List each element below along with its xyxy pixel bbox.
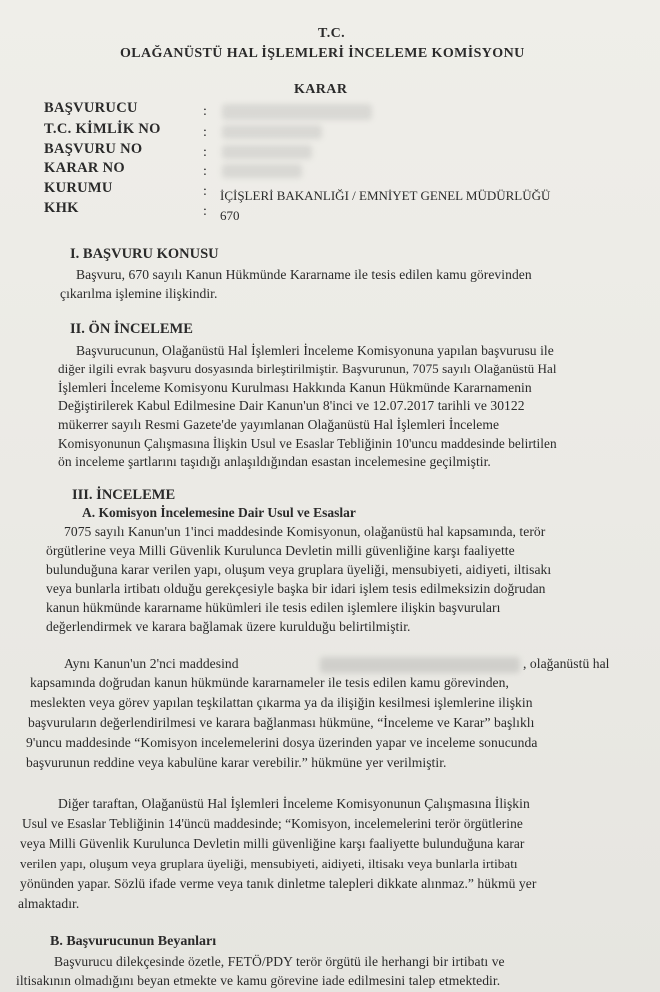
text-line: kapsamında doğrudan kanun hükmünde kararnameler ile tesis edilen kamu görevinden, xyxy=(30,675,509,690)
field-value-khk: 670 xyxy=(220,208,240,223)
field-colon: : xyxy=(203,104,207,119)
text-line: örgütlerine veya Milli Güvenlik Kurulunca Devletin milli güvenliğine karşı faaliyette xyxy=(46,543,515,558)
text-line: almaktadır. xyxy=(18,896,80,911)
text-line-tail: , olağanüstü hal xyxy=(523,656,610,671)
text-line: diğer ilgili evrak başvuru dosyasında birleştirilmiştir. Başvurunun, 7075 sayılı Olağanüstü Hal xyxy=(58,361,557,376)
field-value-kurumu: İÇİŞLERİ BAKANLIĞI / EMNİYET GENEL MÜDÜRLÜĞÜ xyxy=(220,188,551,203)
section-title-basvuru-konusu: I. BAŞVURU KONUSU xyxy=(70,246,219,262)
redacted-value xyxy=(222,164,302,178)
text-line: değerlendirmek ve karara bağlamak üzere kurulduğu belirtilmiştir. xyxy=(46,619,411,634)
redacted-value xyxy=(222,125,322,139)
text-line: veya bunlarla irtibatı olduğu gerekçesiyle başka bir idari işlem tesis edilmeksizin doğrudan xyxy=(46,581,546,596)
text-line: meslekten veya görev yapılan teşkilattan çıkarma ya da ilişiğin kesilmesi işlemlerine ilişkin xyxy=(30,695,533,710)
field-label-tc-kimlik-no: T.C. KİMLİK NO xyxy=(44,121,161,137)
text-line: İşlemleri İnceleme Komisyonu Kurulması Hakkında Kanun Hükmünde Kararnamenin xyxy=(58,380,532,395)
text-line: Usul ve Esaslar Tebliğinin 14'üncü maddesinde; “Komisyon, incelemelerini terör örgütlerine xyxy=(22,816,523,831)
text-line: 9'uncu maddesinde “Komisyon incelemelerini dosya üzerinden yapar ve inceleme sonucunda xyxy=(26,735,538,750)
text-line: kanun hükmünde kararname hükümleri ile tesis edilen işlemlere ilişkin başvuruları xyxy=(46,600,501,615)
text-line: Başvuru, 670 sayılı Kanun Hükmünde Kararname ile tesis edilen kamu görevinden xyxy=(76,267,532,282)
field-colon: : xyxy=(203,145,207,160)
field-label-basvurucu: BAŞVURUCU xyxy=(44,100,138,116)
field-label-kurumu: KURUMU xyxy=(44,180,113,196)
subsection-title-a: A. Komisyon İncelemesine Dair Usul ve Esaslar xyxy=(82,505,356,520)
field-colon: : xyxy=(203,125,207,140)
text-line: iltisakının olmadığını beyan etmekte ve kamu görevine iade edilmesini talep etmektedir. xyxy=(16,973,501,988)
text-line: Başvurucunun, Olağanüstü Hal İşlemleri İnceleme Komisyonuna yapılan başvurusu ile xyxy=(76,343,554,358)
header-commission: OLAĞANÜSTÜ HAL İŞLEMLERİ İNCELEME KOMİSYONU xyxy=(120,46,525,61)
field-label-basvuru-no: BAŞVURU NO xyxy=(44,141,143,157)
field-colon: : xyxy=(203,184,207,199)
text-line: ön inceleme şartlarını taşıdığı anlaşıldığından esastan incelemesine geçilmiştir. xyxy=(58,454,491,469)
text-line: başvurunun reddine veya kabulüne karar verebilir.” hükmüne yer verilmiştir. xyxy=(26,755,447,770)
redacted-value xyxy=(222,145,312,159)
header-karar: KARAR xyxy=(294,82,348,97)
text-line: veya Milli Güvenlik Kurulunca Devletin milli güvenliğine karşı faaliyette bulunduğuna karar xyxy=(20,836,525,851)
text-line: başvuruların değerlendirilmesi ve karara bağlanması hükmüne, “İnceleme ve Karar” başlıklı xyxy=(28,715,535,730)
text-line: Başvurucu dilekçesinde özetle, FETÖ/PDY terör örgütü ile herhangi bir irtibatı ve xyxy=(54,954,505,969)
field-label-khk: KHK xyxy=(44,200,79,216)
redacted-value xyxy=(222,104,372,120)
text-line: Komisyonunun Çalışmasına İlişkin Usul ve Esaslar Tebliğinin 10'uncu maddesinde belirtilen xyxy=(58,436,557,451)
field-colon: : xyxy=(203,164,207,179)
text-line: Değiştirilerek Kabul Edilmesine Dair Kanun'un 8'inci ve 12.07.2017 tarihli ve 30122 xyxy=(58,398,525,413)
redacted-text xyxy=(320,657,520,673)
section-title-inceleme: III. İNCELEME xyxy=(72,487,176,503)
text-line: çıkarılma işlemine ilişkindir. xyxy=(60,286,218,301)
text-line: Aynı Kanun'un 2'nci maddesind xyxy=(64,656,239,671)
text-line: verilen yapı, oluşum veya gruplara üyeliği, mensubiyeti, aidiyeti, iltisakı veya bunlarla irtibatı xyxy=(20,856,518,871)
header-tc: T.C. xyxy=(318,26,346,41)
text-line: bulunduğuna karar verilen yapı, oluşum veya gruplara üyeliği, mensubiyeti, aidiyeti, iltisakı xyxy=(46,562,552,577)
section-title-on-inceleme: II. ÖN İNCELEME xyxy=(70,321,193,337)
field-label-karar-no: KARAR NO xyxy=(44,160,125,176)
text-line: mükerrer sayılı Resmi Gazete'de yayımlanan Olağanüstü Hal İşlemleri İnceleme xyxy=(58,417,500,432)
text-line: 7075 sayılı Kanun'un 1'inci maddesinde Komisyonun, olağanüstü hal kapsamında, terör xyxy=(64,524,546,539)
subsection-title-b: B. Başvurucunun Beyanları xyxy=(50,934,217,949)
text-line: Diğer taraftan, Olağanüstü Hal İşlemleri İnceleme Komisyonunun Çalışmasına İlişkin xyxy=(58,796,530,811)
text-line: yönünden yapar. Sözlü ifade verme veya tanık dinletme talepleri dikkate alınmaz.” hükmü yer xyxy=(20,876,537,891)
field-colon: : xyxy=(203,204,207,219)
